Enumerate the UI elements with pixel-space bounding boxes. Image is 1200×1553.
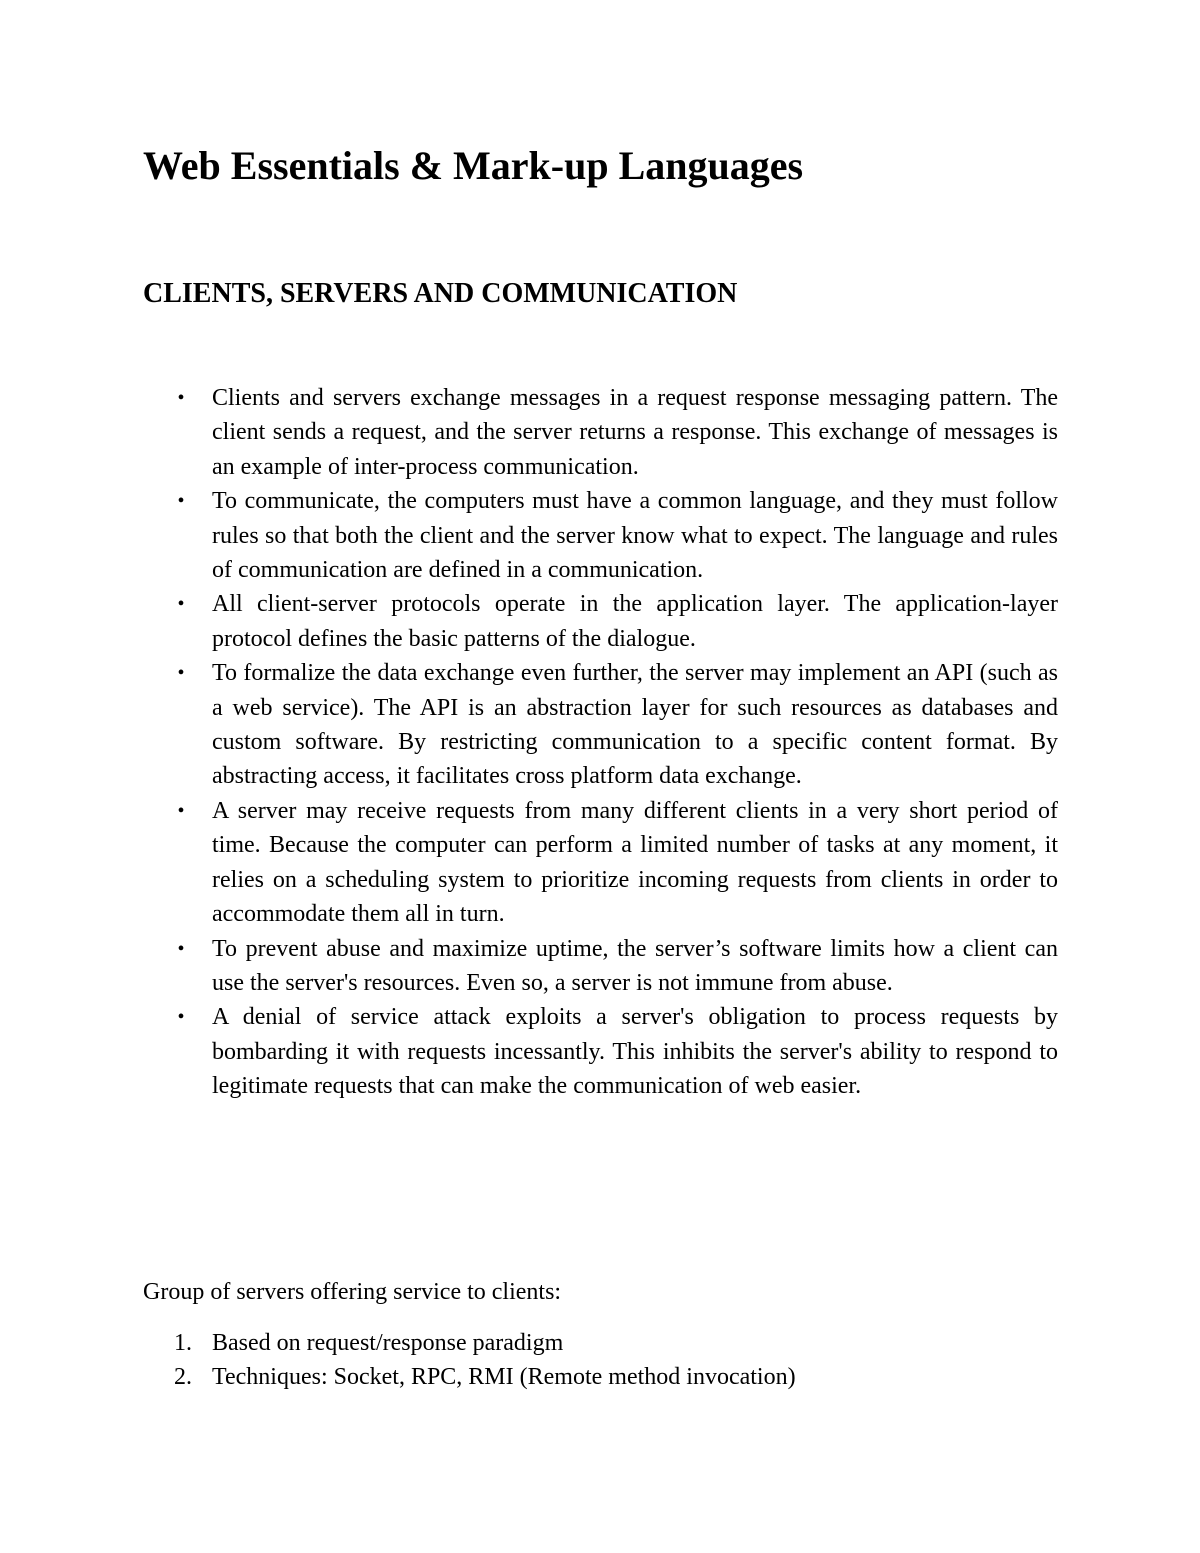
bullet-text: To formalize the data exchange even further, the server may implement an API (such as a web service). The API is an abstraction layer for such resources as databases and custom software. By restricting communication to a specific content format. By abstracting access, it facilitates cross platform data exchange. xyxy=(212,660,1058,790)
bullet-text: A server may receive requests from many different clients in a very short period of time. Because the computer can perform a limited number of tasks at any moment, it relies on a scheduling system to prioritize incoming requests from clients in order to accommodate them all in turn. xyxy=(212,797,1058,928)
bullet-icon: • xyxy=(177,593,185,616)
bullet-icon: • xyxy=(177,490,185,513)
bullet-text: All client-server protocols operate in the application layer. The application-layer protocol defines the basic patterns of the dialogue. xyxy=(212,591,1058,652)
numbered-item xyxy=(174,1360,1058,1394)
bullet-icon: • xyxy=(177,1006,185,1029)
bullet-item xyxy=(177,656,1058,794)
numbered-item xyxy=(174,1326,1058,1360)
bullet-icon: • xyxy=(177,387,185,409)
bullet-icon: • xyxy=(177,799,185,822)
bullet-item xyxy=(177,794,1058,932)
bullet-item xyxy=(177,484,1058,587)
bullet-icon: • xyxy=(177,662,185,685)
bullet-item xyxy=(177,381,1058,484)
numbered-marker: 1. xyxy=(174,1330,192,1356)
numbered-text: Techniques: Socket, RPC, RMI (Remote method invocation) xyxy=(212,1364,796,1391)
bullet-item xyxy=(177,932,1058,1001)
bullet-text: To prevent abuse and maximize uptime, the server’s software limits how a client can use the server's resources. Even so, a server is not immune from abuse. xyxy=(212,935,1058,996)
numbered-marker: 2. xyxy=(174,1364,192,1391)
bullet-text: To communicate, the computers must have a common language, and they must follow rules so that both the client and the server know what to expect. The language and rules of communication are defined in a communication. xyxy=(212,488,1058,584)
bullet-item xyxy=(177,1000,1058,1103)
bullet-text: Clients and servers exchange messages in a request response messaging pattern. The client sends a request, and the server returns a response. This exchange of messages is an example of inter-process communication. xyxy=(212,385,1058,480)
document-title: Web Essentials & Mark-up Languages xyxy=(143,143,804,188)
group-intro: Group of servers offering service to clients: xyxy=(143,1279,562,1305)
numbered-list xyxy=(174,1326,1058,1395)
numbered-text: Based on request/response paradigm xyxy=(212,1330,564,1356)
bullet-list xyxy=(177,381,1058,1104)
bullet-item xyxy=(177,587,1058,656)
section-heading: CLIENTS, SERVERS AND COMMUNICATION xyxy=(143,278,738,309)
bullet-icon: • xyxy=(177,937,185,960)
bullet-text: A denial of service attack exploits a server's obligation to process requests by bombarding it with requests incessantly. This inhibits the server's ability to respond to legitimate requests that can make the communication of web easier. xyxy=(212,1004,1058,1100)
